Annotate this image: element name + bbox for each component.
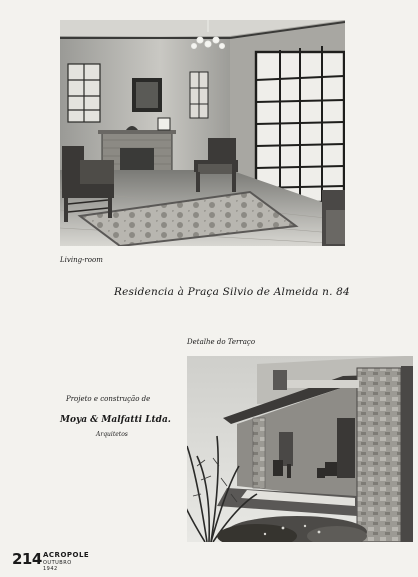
architect-role: Arquitetos [96,431,128,438]
living-room-caption: Living-room [60,256,103,264]
issue-date: OUTUBRO 1942 [43,560,72,572]
architect-firm-name: Moya & Malfatti Ltda. [60,415,171,425]
terrace-photo [187,356,413,542]
project-credit-line: Projeto e construção de [66,395,151,403]
residence-title: Residencia à Praça Silvio de Almeida n. 84 [114,286,350,298]
living-room-photo [60,20,345,246]
terrace-detail-caption: Detalhe do Terraço [187,338,256,346]
page-number: 214 [12,550,42,568]
magazine-name: ACROPOLE [43,551,90,559]
